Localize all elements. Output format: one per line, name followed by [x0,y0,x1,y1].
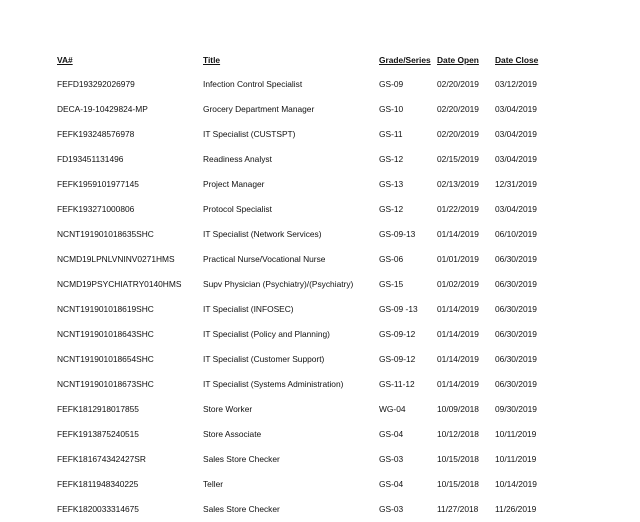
cell-grade-series: GS-06 [379,254,404,265]
cell-va-number: FEFK1811948340225 [57,479,139,490]
cell-title: Store Associate [203,429,262,440]
cell-title: IT Specialist (Customer Support) [203,354,325,365]
cell-date-close: 06/30/2019 [495,254,537,265]
table-row [57,222,555,247]
cell-va-number: NCNT191901018643SHC [57,329,154,340]
cell-date-close: 06/30/2019 [495,329,537,340]
cell-grade-series: GS-03 [379,504,404,515]
header-row [57,56,555,72]
cell-title: Practical Nurse/Vocational Nurse [203,254,326,265]
cell-date-open: 11/27/2018 [437,504,479,515]
cell-va-number: NCMD19PSYCHIATRY0140HMS [57,279,182,290]
cell-grade-series: GS-04 [379,429,404,440]
cell-date-close: 09/30/2019 [495,404,537,415]
cell-date-close: 03/04/2019 [495,104,537,115]
cell-date-open: 01/22/2019 [437,204,479,215]
cell-title: IT Specialist (CUSTSPT) [203,129,296,140]
header-date-open: Date Open [437,55,479,65]
cell-va-number: DECA-19-10429824-MP [57,104,148,115]
vacancy-table [57,56,555,522]
cell-date-open: 01/14/2019 [437,304,479,315]
cell-title: Supv Physician (Psychiatry)/(Psychiatry) [203,279,354,290]
table-row [57,297,555,322]
cell-date-close: 03/04/2019 [495,129,537,140]
cell-date-close: 03/04/2019 [495,154,537,165]
table-row [57,447,555,472]
cell-date-close: 03/04/2019 [495,204,537,215]
table-row [57,122,555,147]
cell-date-open: 10/09/2018 [437,404,479,415]
cell-grade-series: GS-09-12 [379,329,416,340]
table-row [57,422,555,447]
table-row [57,397,555,422]
cell-date-open: 10/12/2018 [437,429,479,440]
cell-date-close: 06/30/2019 [495,279,537,290]
cell-date-close: 10/11/2019 [495,429,537,440]
cell-va-number: FEFK1812918017855 [57,404,139,415]
cell-title: Readiness Analyst [203,154,272,165]
header-grade-series: Grade/Series [379,55,431,65]
cell-va-number: NCMD19LPNLVNINV0271HMS [57,254,175,265]
cell-title: Grocery Department Manager [203,104,315,115]
table-header [57,56,555,72]
header-title: Title [203,55,221,65]
cell-date-close: 06/30/2019 [495,379,537,390]
cell-va-number: FEFK1959101977145 [57,179,139,190]
cell-grade-series: GS-11 [379,129,403,140]
cell-date-open: 02/15/2019 [437,154,479,165]
cell-title: Store Worker [203,404,253,415]
cell-date-open: 01/01/2019 [437,254,479,265]
cell-va-number: FEFD193292026979 [57,79,135,90]
cell-va-number: NCNT191901018635SHC [57,229,154,240]
cell-date-close: 06/30/2019 [495,304,537,315]
table-row [57,172,555,197]
cell-date-close: 06/10/2019 [495,229,537,240]
cell-date-open: 01/14/2019 [437,229,479,240]
cell-va-number: FEFK193271000806 [57,204,135,215]
cell-grade-series: GS-12 [379,154,404,165]
cell-title: IT Specialist (Network Services) [203,229,322,240]
cell-va-number: FEFK1913875240515 [57,429,139,440]
cell-va-number: NCNT191901018619SHC [57,304,154,315]
table-body [57,72,555,522]
table-row [57,247,555,272]
cell-date-open: 02/20/2019 [437,79,479,90]
cell-date-close: 10/14/2019 [495,479,537,490]
header-date-close: Date Close [495,55,539,65]
cell-va-number: FEFK193248576978 [57,129,135,140]
cell-grade-series: GS-10 [379,104,404,115]
cell-grade-series: GS-13 [379,179,404,190]
cell-date-open: 10/15/2018 [437,454,479,465]
header-va-number: VA# [57,55,73,65]
cell-grade-series: WG-04 [379,404,406,415]
cell-date-close: 10/11/2019 [495,454,537,465]
cell-date-open: 01/14/2019 [437,379,479,390]
cell-date-close: 06/30/2019 [495,354,537,365]
cell-va-number: FD193451131496 [57,154,124,165]
table-row [57,497,555,522]
cell-grade-series: GS-09 -13 [379,304,418,315]
cell-grade-series: GS-11-12 [379,379,415,390]
cell-title: IT Specialist (INFOSEC) [203,304,294,315]
cell-date-open: 10/15/2018 [437,479,479,490]
cell-date-close: 11/26/2019 [495,504,537,515]
cell-title: Project Manager [203,179,265,190]
cell-title: IT Specialist (Systems Administration) [203,379,344,390]
cell-title: Sales Store Checker [203,504,280,515]
cell-va-number: FEFK1820033314675 [57,504,139,515]
cell-va-number: NCNT191901018654SHC [57,354,154,365]
cell-grade-series: GS-09-12 [379,354,416,365]
cell-grade-series: GS-15 [379,279,404,290]
cell-date-open: 01/14/2019 [437,329,479,340]
table-row [57,97,555,122]
table-row [57,347,555,372]
table-row [57,272,555,297]
cell-grade-series: GS-04 [379,479,404,490]
table-row [57,147,555,172]
cell-grade-series: GS-12 [379,204,404,215]
cell-date-open: 01/02/2019 [437,279,479,290]
cell-title: IT Specialist (Policy and Planning) [203,329,330,340]
cell-grade-series: GS-09-13 [379,229,416,240]
cell-date-close: 03/12/2019 [495,79,537,90]
cell-grade-series: GS-03 [379,454,404,465]
table-row [57,72,555,97]
cell-va-number: FEFK181674342427SR [57,454,146,465]
cell-date-open: 02/20/2019 [437,129,479,140]
table-row [57,197,555,222]
table-row [57,322,555,347]
cell-title: Sales Store Checker [203,454,280,465]
cell-date-open: 02/13/2019 [437,179,479,190]
table-row [57,472,555,497]
cell-title: Teller [203,479,224,490]
cell-date-close: 12/31/2019 [495,179,537,190]
cell-date-open: 01/14/2019 [437,354,479,365]
table-row [57,372,555,397]
cell-title: Infection Control Specialist [203,79,303,90]
cell-date-open: 02/20/2019 [437,104,479,115]
cell-grade-series: GS-09 [379,79,404,90]
cell-va-number: NCNT191901018673SHC [57,379,154,390]
cell-title: Protocol Specialist [203,204,272,215]
